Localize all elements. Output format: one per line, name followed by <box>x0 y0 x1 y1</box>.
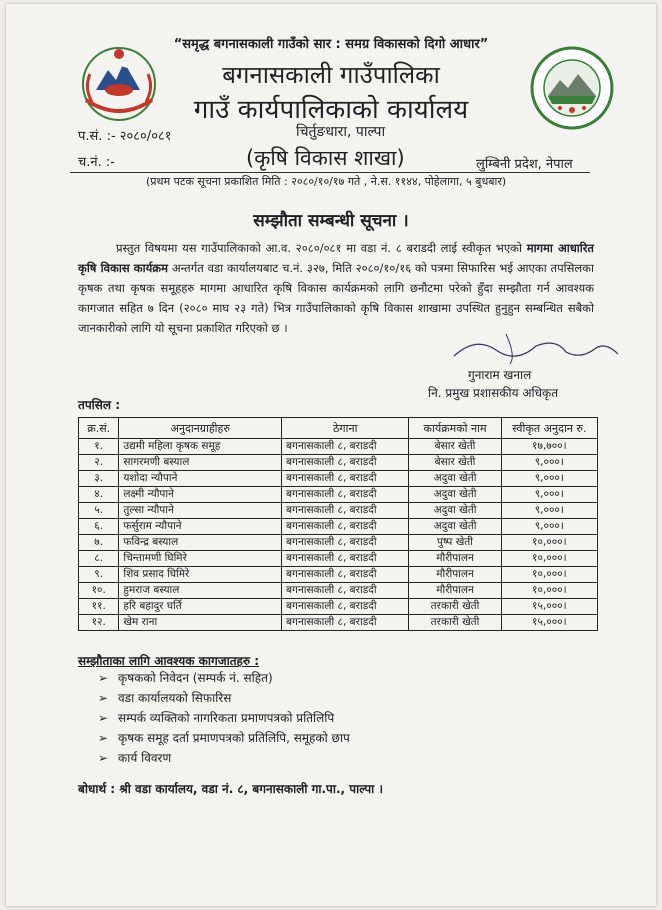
cell-program: अदुवा खेती <box>409 503 501 519</box>
notice-body-part2: अन्तर्गत वडा कार्यालयबाट च.नं. ३२७, मिति २०८०/१०/१६ को पत्रमा सिफारिस भई आएका तपसिलका कृषक तथा कृषक समूहहरु मागमा आधारित कृषि विकास कार्यक्रमको लागि छनौटमा परेको हुँदा सम्झौता गर्न आवश्यक कागजात सहित ७ दिन (२०८० माघ २३ गते) भित्र गाउँपालिकाको कृषि विकास शाखामा उपस्थित हुनुहुन सम्बन्धित सबैको जानकारीको लागि यो सूचना प्रकाशित गरिएको छ । <box>78 261 594 335</box>
dispatch-number: च.नं. :- <box>78 155 115 170</box>
cell-recipient: सागरमणी बस्याल <box>119 455 282 471</box>
arrow-bullet-icon: ➢ <box>98 751 109 765</box>
office-name: गाउँ कार्यपालिकाको कार्यालय <box>193 95 469 125</box>
table-row <box>79 567 598 583</box>
cell-amount: १०,०००। <box>501 567 597 583</box>
cell-program: अदुवा खेती <box>409 519 501 535</box>
document-label: कार्य विवरण <box>118 751 172 765</box>
cell-address: बगनासकाली ८, बराडदी <box>282 519 409 535</box>
cell-address: बगनासकाली ८, बराडदी <box>282 599 409 615</box>
cell-serial: ४. <box>79 487 119 503</box>
table-row <box>79 535 598 551</box>
cell-address: बगनासकाली ८, बराडदी <box>282 535 409 551</box>
table-row <box>79 503 598 519</box>
cell-recipient: फविन्द्र बस्याल <box>119 535 282 551</box>
col-program: कार्यक्रमको नाम <box>409 418 501 439</box>
cell-serial: २. <box>79 455 119 471</box>
cell-recipient: हुमराज बस्याल <box>119 583 282 599</box>
cell-recipient: यशोदा न्यौपाने <box>119 471 282 487</box>
cell-recipient: उद्यमी महिला कृषक समूह <box>119 439 282 455</box>
cell-amount: ९,०००। <box>501 487 597 503</box>
cell-recipient: फर्सुराम न्यौपाने <box>119 519 282 535</box>
cell-serial: १. <box>79 439 119 455</box>
cell-program: बेसार खेती <box>409 439 501 455</box>
col-amount: स्वीकृत अनुदान रु. <box>501 418 597 439</box>
list-item <box>98 728 350 748</box>
list-item <box>98 748 350 768</box>
cell-program: मौरीपालन <box>409 551 501 567</box>
cell-recipient: तुल्सा न्यौपाने <box>119 503 282 519</box>
table-row <box>79 519 598 535</box>
cell-serial: ९. <box>79 567 119 583</box>
cell-program: मौरीपालन <box>409 567 501 583</box>
col-address: ठेगाना <box>282 418 409 439</box>
signatory-name: गुनाराम खनाल <box>468 368 532 382</box>
cell-serial: ७. <box>79 535 119 551</box>
cell-recipient: हरि बहादुर घर्ति <box>119 599 282 615</box>
cell-amount: १७,७००। <box>501 439 597 455</box>
cell-serial: ३. <box>79 471 119 487</box>
header-divider <box>70 172 590 173</box>
cell-address: बगनासकाली ८, बराडदी <box>282 503 409 519</box>
cell-program: तरकारी खेती <box>409 615 501 631</box>
arrow-bullet-icon: ➢ <box>98 691 109 705</box>
notice-title: सम्झौता सम्बन्धी सूचना । <box>253 211 409 231</box>
cell-program: पुष्प खेती <box>409 535 501 551</box>
cell-recipient: लक्ष्मी न्यौपाने <box>119 487 282 503</box>
cell-address: बगनासकाली ८, बराडदी <box>282 471 409 487</box>
list-item <box>98 668 350 688</box>
cell-amount: ९,०००। <box>501 519 597 535</box>
table-row <box>79 471 598 487</box>
cell-recipient: चिन्तामणी घिमिरे <box>119 551 282 567</box>
cell-serial: १०. <box>79 583 119 599</box>
office-address: चिर्तुङधारा, पाल्पा <box>296 124 386 140</box>
document-label: कृषक समूह दर्ता प्रमाणपत्रको प्रतिलिपि, समूहको छाप <box>118 731 350 745</box>
slogan: “समृद्ध बगनासकाली गाउँको सार : समग्र विकासको दिगो आधार” <box>173 37 489 52</box>
cell-amount: १०,०००। <box>501 583 597 599</box>
cell-serial: ८. <box>79 551 119 567</box>
municipality-name: बगनासकाली गाउँपालिका <box>222 61 440 89</box>
arrow-bullet-icon: ➢ <box>98 711 109 725</box>
cell-serial: ११. <box>79 599 119 615</box>
cell-amount: १५,०००। <box>501 599 597 615</box>
cell-recipient: शिव प्रसाद घिमिरे <box>119 567 282 583</box>
document-label: कृषकको निवेदन (सम्पर्क नं. सहित) <box>118 671 273 685</box>
table-header-row <box>79 418 598 439</box>
first-notice-date: (प्रथम पटक सूचना प्रकाशित मिति : २०८०/१०/१७ गते , ने.स. ११४४, पोहेलागा, ५ बुधबार) <box>146 175 507 188</box>
notice-page <box>6 4 656 906</box>
cell-amount: ९,०००। <box>501 471 597 487</box>
col-serial: क्र.सं. <box>79 418 119 439</box>
letter-number: प.सं. :- २०८०/०८१ <box>78 129 172 144</box>
cell-amount: ९,०००। <box>501 455 597 471</box>
col-recipient: अनुदानग्राहीहरु <box>119 418 282 439</box>
province-name: लुम्बिनी प्रदेश, नेपाल <box>476 157 573 172</box>
notice-body-part1: प्रस्तुत विषयमा यस गाउँपालिकाको आ.व. २०८०/०८१ मा वडा नं. ८ बराडदी लाई स्वीकृत भएको <box>116 241 527 255</box>
cell-address: बगनासकाली ८, बराडदी <box>282 455 409 471</box>
cell-serial: ५. <box>79 503 119 519</box>
arrow-bullet-icon: ➢ <box>98 671 109 685</box>
cell-address: बगनासकाली ८, बराडदी <box>282 615 409 631</box>
signature-scrawl <box>446 326 626 370</box>
document-label: वडा कार्यालयको सिफारिस <box>118 691 232 705</box>
cell-recipient: खेम राना <box>119 615 282 631</box>
table-row <box>79 599 598 615</box>
cell-address: बगनासकाली ८, बराडदी <box>282 487 409 503</box>
cell-address: बगनासकाली ८, बराडदी <box>282 567 409 583</box>
copy-to: बोधार्थ : श्री वडा कार्यालय, वडा नं. ८, बगनासकाली गा.पा., पाल्पा । <box>78 782 384 796</box>
table-row <box>79 583 598 599</box>
cell-serial: ६. <box>79 519 119 535</box>
documents-title: सम्झौताका लागि आवश्यक कागजातहरु : <box>78 654 260 668</box>
table-row <box>79 487 598 503</box>
cell-amount: १०,०००। <box>501 535 597 551</box>
cell-program: मौरीपालन <box>409 583 501 599</box>
table-body <box>79 439 598 631</box>
document-label: सम्पर्क व्यक्तिको नागरिकता प्रमाणपत्रको प्रतिलिपि <box>118 711 335 725</box>
table-row <box>79 615 598 631</box>
signatory-title: नि. प्रमुख प्रशासकीय अधिकृत <box>428 386 559 400</box>
notice-body <box>78 238 594 338</box>
table-label: तपसिल : <box>78 398 120 412</box>
cell-program: बेसार खेती <box>409 455 501 471</box>
cell-program: अदुवा खेती <box>409 487 501 503</box>
documents-list <box>98 668 350 768</box>
cell-amount: १०,०००। <box>501 551 597 567</box>
cell-program: अदुवा खेती <box>409 471 501 487</box>
table-row <box>79 439 598 455</box>
list-item <box>98 708 350 728</box>
cell-address: बगनासकाली ८, बराडदी <box>282 583 409 599</box>
list-item <box>98 688 350 708</box>
cell-amount: ९,०००। <box>501 503 597 519</box>
cell-amount: १५,०००। <box>501 615 597 631</box>
notice-body-bold: मागमा आधारित कृषि विकास कार्यक्रम <box>78 241 594 275</box>
cell-address: बगनासकाली ८, बराडदी <box>282 439 409 455</box>
arrow-bullet-icon: ➢ <box>98 731 109 745</box>
section-name: (कृषि विकास शाखा) <box>246 146 405 170</box>
table-row <box>79 551 598 567</box>
grant-table <box>78 417 598 631</box>
cell-program: तरकारी खेती <box>409 599 501 615</box>
table-row <box>79 455 598 471</box>
cell-address: बगनासकाली ८, बराडदी <box>282 551 409 567</box>
cell-serial: १२. <box>79 615 119 631</box>
